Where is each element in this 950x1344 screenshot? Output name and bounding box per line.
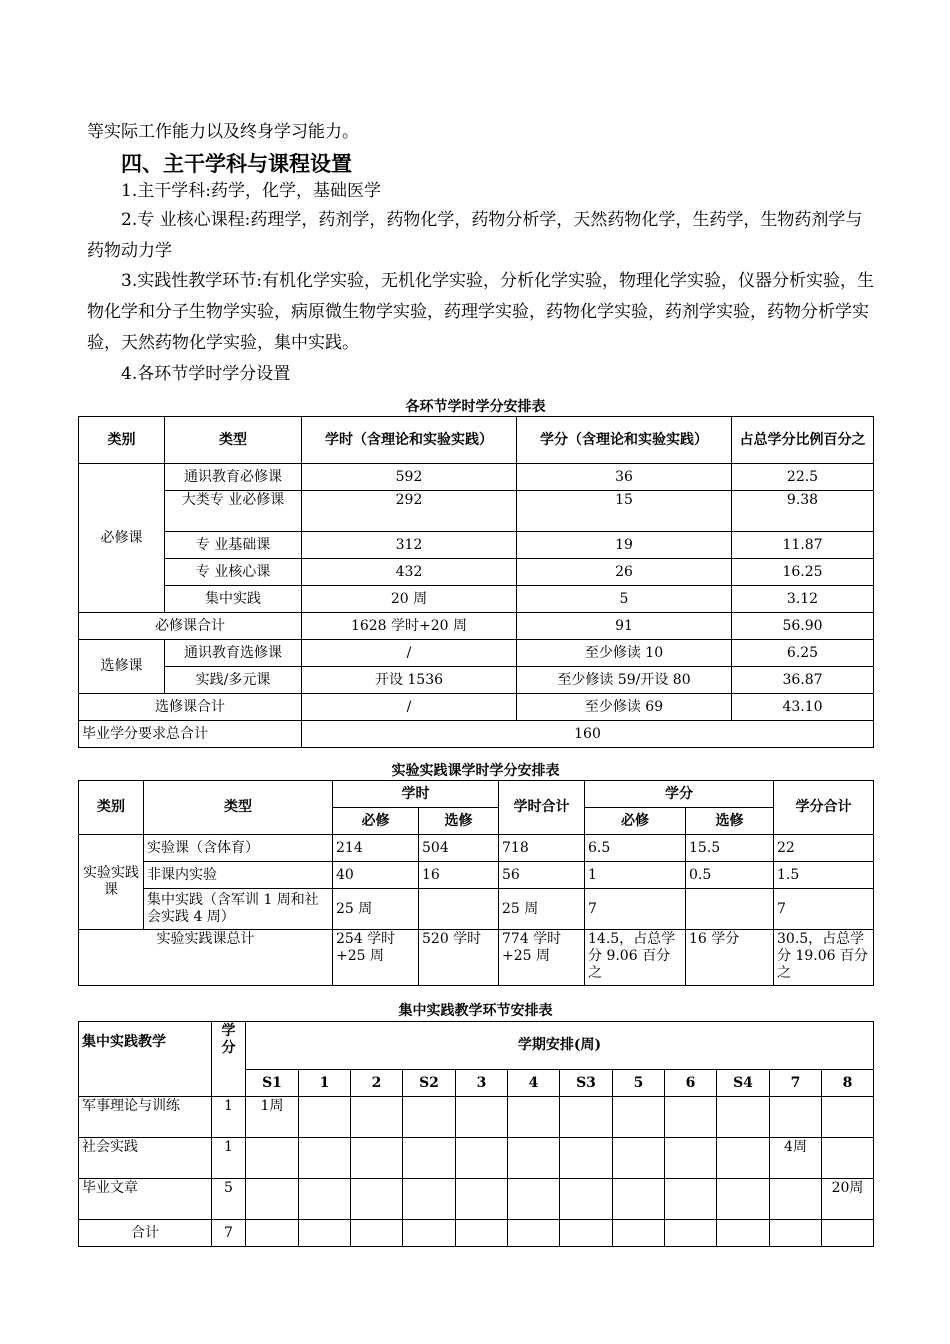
- table-cell: 26: [517, 559, 732, 586]
- header-hours: 学时（含理论和实验实践）: [302, 417, 517, 464]
- table-cell: 56.90: [732, 613, 874, 640]
- schedule-cell: [560, 1220, 613, 1247]
- schedule-cell: [351, 1220, 403, 1247]
- table-cell: 16: [419, 862, 499, 889]
- table-cell: 15: [517, 491, 732, 532]
- table-cell: 0.5: [686, 862, 774, 889]
- table-cell: 25 周: [499, 889, 585, 930]
- semester-header: S1: [246, 1070, 299, 1097]
- schedule-cell: [246, 1220, 299, 1247]
- table-row: [79, 1097, 874, 1138]
- table3-caption: 集中实践教学环节安排表: [398, 1003, 553, 1019]
- table-cell: 11.87: [732, 532, 874, 559]
- schedule-cell: [770, 1097, 822, 1138]
- schedule-cell: [508, 1097, 560, 1138]
- practice-name: 毕业文章: [79, 1179, 212, 1220]
- table-cell: 集中实践: [165, 586, 302, 613]
- table-cell: /: [302, 640, 517, 667]
- table-cell: 432: [302, 559, 517, 586]
- table2-caption: 实验实践课学时学分安排表: [391, 763, 560, 779]
- semester-header: S4: [717, 1070, 770, 1097]
- semester-header: 8: [822, 1070, 874, 1097]
- total-credit: 7: [212, 1220, 246, 1247]
- semester-header: 1: [299, 1070, 351, 1097]
- schedule-cell: [299, 1179, 351, 1220]
- table-cell: 实践/多元课: [165, 667, 302, 694]
- table-cell: 6.5: [585, 835, 686, 862]
- table-cell: 至少修读 59/开设 80: [517, 667, 732, 694]
- table-cell: 通识教育选修课: [165, 640, 302, 667]
- semester-header: 5: [613, 1070, 665, 1097]
- table-cell: 集中实践（含军训 1 周和社会实践 4 周）: [144, 889, 333, 930]
- table-cell: 19: [517, 532, 732, 559]
- schedule-cell: [717, 1097, 770, 1138]
- table-cell: 7: [774, 889, 874, 930]
- schedule-cell: [613, 1179, 665, 1220]
- table-cell: 实验课（含体育）: [144, 835, 333, 862]
- table-cell: 专 业基础课: [165, 532, 302, 559]
- schedule-cell: [613, 1138, 665, 1179]
- schedule-cell: [560, 1138, 613, 1179]
- table-cell: 25 周: [333, 889, 419, 930]
- credit-table: [78, 416, 874, 748]
- header-required: 必修: [585, 808, 686, 835]
- elective-total-label: 选修课合计: [79, 694, 302, 721]
- practice-name: 军事理论与训练: [79, 1097, 212, 1138]
- table-cell: 3.12: [732, 586, 874, 613]
- header-category: 类别: [79, 417, 165, 464]
- table-cell: 56: [499, 862, 585, 889]
- schedule-cell: [299, 1097, 351, 1138]
- table-cell: 520 学时: [419, 930, 499, 986]
- grand-total-value: 160: [302, 721, 874, 748]
- schedule-cell: [246, 1138, 299, 1179]
- table-cell: 592: [302, 464, 517, 491]
- table-cell: 504: [419, 835, 499, 862]
- table-cell: 大类专 业必修课: [165, 491, 302, 532]
- schedule-cell: [351, 1097, 403, 1138]
- header-credit: 学分: [212, 1022, 246, 1097]
- header-hours-total: 学时合计: [499, 781, 585, 835]
- table-cell: 40: [333, 862, 419, 889]
- header-category: 类别: [79, 781, 144, 835]
- schedule-cell: [822, 1138, 874, 1179]
- intro-item-2: 2.专 业核心课程:药理学，药剂学，药物化学，药物分析学，天然药物化学，生药学，生物药剂学与药物动力学: [87, 210, 863, 261]
- table-cell: 6.25: [732, 640, 874, 667]
- header-hours: 学时: [333, 781, 499, 808]
- schedule-cell: [717, 1138, 770, 1179]
- schedule-cell: 4周: [770, 1138, 822, 1179]
- required-total-label: 必修课合计: [79, 613, 302, 640]
- semester-header: S3: [560, 1070, 613, 1097]
- schedule-cell: [665, 1097, 717, 1138]
- header-type: 类型: [165, 417, 302, 464]
- table-cell: 通识教育必修课: [165, 464, 302, 491]
- table1-caption: 各环节学时学分安排表: [405, 399, 546, 415]
- table-cell: /: [302, 694, 517, 721]
- schedule-cell: [508, 1138, 560, 1179]
- schedule-cell: [351, 1138, 403, 1179]
- table-cell: 36.87: [732, 667, 874, 694]
- header-elective: 选修: [686, 808, 774, 835]
- grand-total-label: 毕业学分要求总合计: [79, 721, 302, 748]
- schedule-cell: [299, 1138, 351, 1179]
- schedule-cell: [246, 1179, 299, 1220]
- schedule-cell: [665, 1220, 717, 1247]
- table-row: [79, 1138, 874, 1179]
- schedule-cell: [822, 1097, 874, 1138]
- table-row: [79, 1220, 874, 1247]
- practice-total-label: 实验实践课总计: [79, 930, 333, 986]
- schedule-cell: [403, 1179, 456, 1220]
- category-required: 必修课: [79, 464, 165, 613]
- table-cell: 至少修读 69: [517, 694, 732, 721]
- category-elective: 选修课: [79, 640, 165, 694]
- table-cell: 91: [517, 613, 732, 640]
- semester-header: 2: [351, 1070, 403, 1097]
- table-cell: 36: [517, 464, 732, 491]
- table-cell: 774 学时+25 周: [499, 930, 585, 986]
- schedule-cell: [456, 1179, 508, 1220]
- schedule-cell: [770, 1179, 822, 1220]
- schedule-cell: [508, 1179, 560, 1220]
- section-heading: 四、主干学科与课程设置: [121, 151, 352, 176]
- schedule-cell: [613, 1220, 665, 1247]
- schedule-cell: [299, 1220, 351, 1247]
- semester-header: 7: [770, 1070, 822, 1097]
- schedule-cell: [770, 1220, 822, 1247]
- header-practice-name: 集中实践教学: [79, 1022, 212, 1097]
- header-required: 必修: [333, 808, 419, 835]
- table-cell: 718: [499, 835, 585, 862]
- table-cell: 214: [333, 835, 419, 862]
- practice-table: [78, 780, 874, 986]
- schedule-table: [78, 1021, 874, 1247]
- header-elective: 选修: [419, 808, 499, 835]
- table-cell: 专 业核心课: [165, 559, 302, 586]
- table-cell: 14.5，占总学分 9.06 百分之: [585, 930, 686, 986]
- schedule-cell: [822, 1220, 874, 1247]
- table-cell: 22: [774, 835, 874, 862]
- table-row: [79, 1179, 874, 1220]
- header-ratio: 占总学分比例百分之: [732, 417, 874, 464]
- header-credits: 学分: [585, 781, 774, 808]
- table-cell: 15.5: [686, 835, 774, 862]
- schedule-cell: [403, 1220, 456, 1247]
- table-cell: 至少修读 10: [517, 640, 732, 667]
- intro-line: 等实际工作能力以及终身学习能力。: [87, 122, 359, 142]
- schedule-cell: [351, 1179, 403, 1220]
- schedule-cell: [613, 1097, 665, 1138]
- table-cell: 1: [585, 862, 686, 889]
- table-cell: 非课内实验: [144, 862, 333, 889]
- table-cell: 292: [302, 491, 517, 532]
- table-cell: 1.5: [774, 862, 874, 889]
- semester-header: 6: [665, 1070, 717, 1097]
- table-cell: 7: [585, 889, 686, 930]
- header-credits-total: 学分合计: [774, 781, 874, 835]
- table-cell: 16 学分: [686, 930, 774, 986]
- semester-header: 3: [456, 1070, 508, 1097]
- semester-header: 4: [508, 1070, 560, 1097]
- practice-name: 社会实践: [79, 1138, 212, 1179]
- intro-item-3: 3.实践性教学环节:有机化学实验，无机化学实验，分析化学实验，物理化学实验，仪器分析实验，生物化学和分子生物学实验，病原微生物学实验，药理学实验，药物化学实验，药剂学实验，药物分析学实验，天然药物化学实验，集中实践。: [87, 271, 874, 353]
- intro-item-4: 4.各环节学时学分设置: [121, 364, 291, 384]
- schedule-cell: [456, 1138, 508, 1179]
- schedule-cell: [560, 1179, 613, 1220]
- table-cell: 30.5，占总学分 19.06 百分之: [774, 930, 874, 986]
- table-cell: 22.5: [732, 464, 874, 491]
- header-schedule: 学期安排(周): [246, 1022, 874, 1070]
- table-cell: [686, 889, 774, 930]
- schedule-cell: 20周: [822, 1179, 874, 1220]
- schedule-cell: [403, 1097, 456, 1138]
- schedule-cell: [717, 1220, 770, 1247]
- table-cell: 254 学时+25 周: [333, 930, 419, 986]
- schedule-cell: [456, 1097, 508, 1138]
- table-cell: 5: [517, 586, 732, 613]
- table-cell: [419, 889, 499, 930]
- table-cell: 9.38: [732, 491, 874, 532]
- total-label: 合计: [79, 1220, 212, 1247]
- schedule-cell: [456, 1220, 508, 1247]
- schedule-cell: [665, 1138, 717, 1179]
- header-type: 类型: [144, 781, 333, 835]
- table-cell: 1628 学时+20 周: [302, 613, 517, 640]
- schedule-cell: 1周: [246, 1097, 299, 1138]
- schedule-cell: [403, 1138, 456, 1179]
- intro-item-1: 1.主干学科:药学，化学，基础医学: [121, 181, 381, 201]
- header-credits: 学分（含理论和实验实践）: [517, 417, 732, 464]
- table-cell: 16.25: [732, 559, 874, 586]
- practice-credit: 5: [212, 1179, 246, 1220]
- semester-header: S2: [403, 1070, 456, 1097]
- schedule-cell: [508, 1220, 560, 1247]
- practice-credit: 1: [212, 1097, 246, 1138]
- table-cell: 43.10: [732, 694, 874, 721]
- practice-credit: 1: [212, 1138, 246, 1179]
- table-cell: 开设 1536: [302, 667, 517, 694]
- table-cell: 312: [302, 532, 517, 559]
- schedule-cell: [560, 1097, 613, 1138]
- table-cell: 20 周: [302, 586, 517, 613]
- category-practice: 实验实践课: [79, 835, 144, 930]
- schedule-cell: [665, 1179, 717, 1220]
- schedule-cell: [717, 1179, 770, 1220]
